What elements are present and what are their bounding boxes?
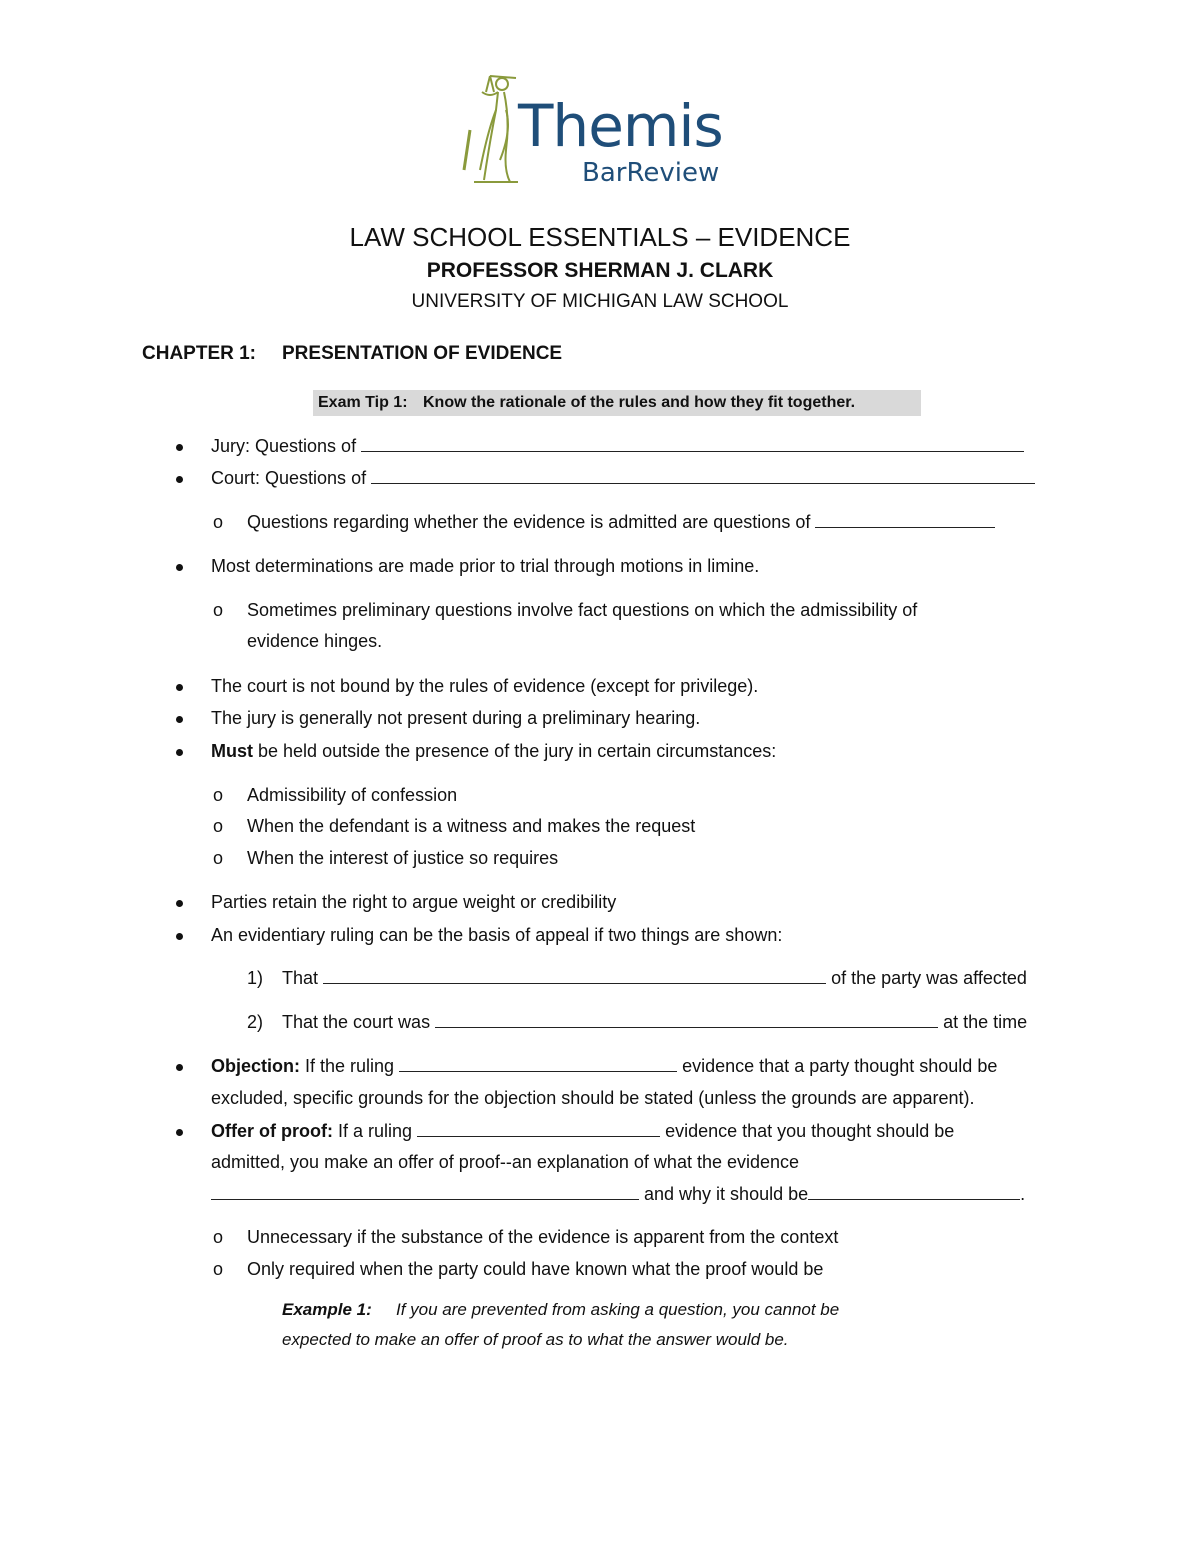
offer-blank-2 <box>211 1199 639 1200</box>
must-rest: be held outside the presence of the jury in certain circumstances: <box>258 741 777 761</box>
court-blank <box>371 483 1035 484</box>
must-bold: Must <box>211 741 253 761</box>
list-item-parties: Parties retain the right to argue weight or credibility <box>211 892 617 912</box>
bullet <box>176 933 183 940</box>
example-label-text: Example 1: <box>282 1300 372 1319</box>
list-item-objection <box>211 1056 997 1077</box>
list-item-court <box>211 468 1035 489</box>
num2-blank <box>435 1027 938 1028</box>
bullet <box>176 444 183 451</box>
list-item-offer <box>211 1121 954 1142</box>
list-item-must-sub-2: When the defendant is a witness and makes the request <box>247 816 696 836</box>
list-item-jury <box>211 436 1024 457</box>
bullet <box>176 1129 183 1136</box>
num1-a: That <box>282 968 319 988</box>
bullet <box>176 716 183 723</box>
list-item-prelim-2: evidence hinges. <box>247 631 383 651</box>
page-title: LAW SCHOOL ESSENTIALS – EVIDENCE <box>349 222 851 252</box>
sub-marker: o <box>213 1259 224 1279</box>
objection-blank <box>399 1071 677 1072</box>
list-item-must <box>211 741 776 762</box>
bullet <box>176 476 183 483</box>
logo-brand: Themis <box>518 92 723 160</box>
bullet <box>176 1064 183 1071</box>
list-item-must-sub-3: When the interest of justice so requires <box>247 848 559 868</box>
list-item-appeal: An evidentiary ruling can be the basis of appeal if two things are shown: <box>211 925 783 945</box>
list-item-num-2 <box>282 1012 1027 1033</box>
court-text: Court: Questions of <box>211 468 367 488</box>
offer-a: If a ruling <box>338 1121 413 1141</box>
bullet <box>176 564 183 571</box>
example-text-2: expected to make an offer of proof as to what the answer would be. <box>282 1330 789 1349</box>
list-item-offer-2: admitted, you make an offer of proof--an explanation of what the evidence <box>211 1152 800 1172</box>
sub-marker: o <box>213 785 224 805</box>
exam-tip-label: Exam Tip 1: <box>318 394 408 411</box>
list-item-offer-3 <box>211 1184 1025 1205</box>
professor-name: PROFESSOR SHERMAN J. CLARK <box>426 259 774 282</box>
list-item-not-bound: The court is not bound by the rules of evidence (except for privilege). <box>211 676 759 696</box>
court-sub-text: Questions regarding whether the evidence is admitted are questions of <box>247 512 811 532</box>
jury-text: Jury: Questions of <box>211 436 357 456</box>
number-2: 2) <box>247 1012 264 1032</box>
list-item-offer-sub-1: Unnecessary if the substance of the evidence is apparent from the context <box>247 1227 839 1247</box>
exam-tip-text: Know the rationale of the rules and how they fit together. <box>423 394 856 411</box>
list-item-prelim-1: Sometimes preliminary questions involve fact questions on which the admissibility of <box>247 600 918 620</box>
themis-logo <box>460 70 740 190</box>
num1-blank <box>323 983 826 984</box>
offer-blank-3 <box>808 1199 1020 1200</box>
num2-a: That the court was <box>282 1012 431 1032</box>
num1-b: of the party was affected <box>831 968 1027 988</box>
offer-3a: and why it should be <box>644 1184 809 1204</box>
list-item-num-1 <box>282 968 1027 989</box>
bullet <box>176 749 183 756</box>
sub-marker: o <box>213 1227 224 1247</box>
school-name: UNIVERSITY OF MICHIGAN LAW SCHOOL <box>411 291 789 312</box>
sub-marker: o <box>213 600 224 620</box>
example-label <box>282 1300 372 1320</box>
number-1: 1) <box>247 968 264 988</box>
bullet <box>176 900 183 907</box>
court-sub-blank <box>815 527 995 528</box>
offer-bold: Offer of proof: <box>211 1121 333 1141</box>
num2-b: at the time <box>943 1012 1028 1032</box>
objection-b: evidence that a party thought should be <box>682 1056 998 1076</box>
list-item-jury-absent: The jury is generally not present during a preliminary hearing. <box>211 708 701 728</box>
list-item-objection-2: excluded, specific grounds for the objection should be stated (unless the grounds are apparent). <box>211 1088 975 1108</box>
sub-marker: o <box>213 512 224 532</box>
logo-subtitle: BarReview <box>582 158 720 188</box>
chapter-number: CHAPTER 1: <box>142 343 257 364</box>
list-item-motions: Most determinations are made prior to trial through motions in limine. <box>211 556 760 576</box>
jury-blank <box>361 451 1024 452</box>
offer-3b: . <box>1020 1184 1026 1204</box>
bullet <box>176 684 183 691</box>
sub-marker: o <box>213 848 224 868</box>
sub-marker: o <box>213 816 224 836</box>
chapter-title: PRESENTATION OF EVIDENCE <box>282 343 563 364</box>
list-item-must-sub-1: Admissibility of confession <box>247 785 458 805</box>
list-item-offer-sub-2: Only required when the party could have known what the proof would be <box>247 1259 824 1279</box>
offer-blank-1 <box>417 1136 660 1137</box>
objection-bold: Objection: <box>211 1056 300 1076</box>
list-item-court-sub <box>247 512 995 533</box>
objection-a: If the ruling <box>305 1056 395 1076</box>
exam-tip-box <box>313 390 921 416</box>
example-text-1: If you are prevented from asking a question, you cannot be <box>396 1300 840 1319</box>
offer-b: evidence that you thought should be <box>665 1121 955 1141</box>
